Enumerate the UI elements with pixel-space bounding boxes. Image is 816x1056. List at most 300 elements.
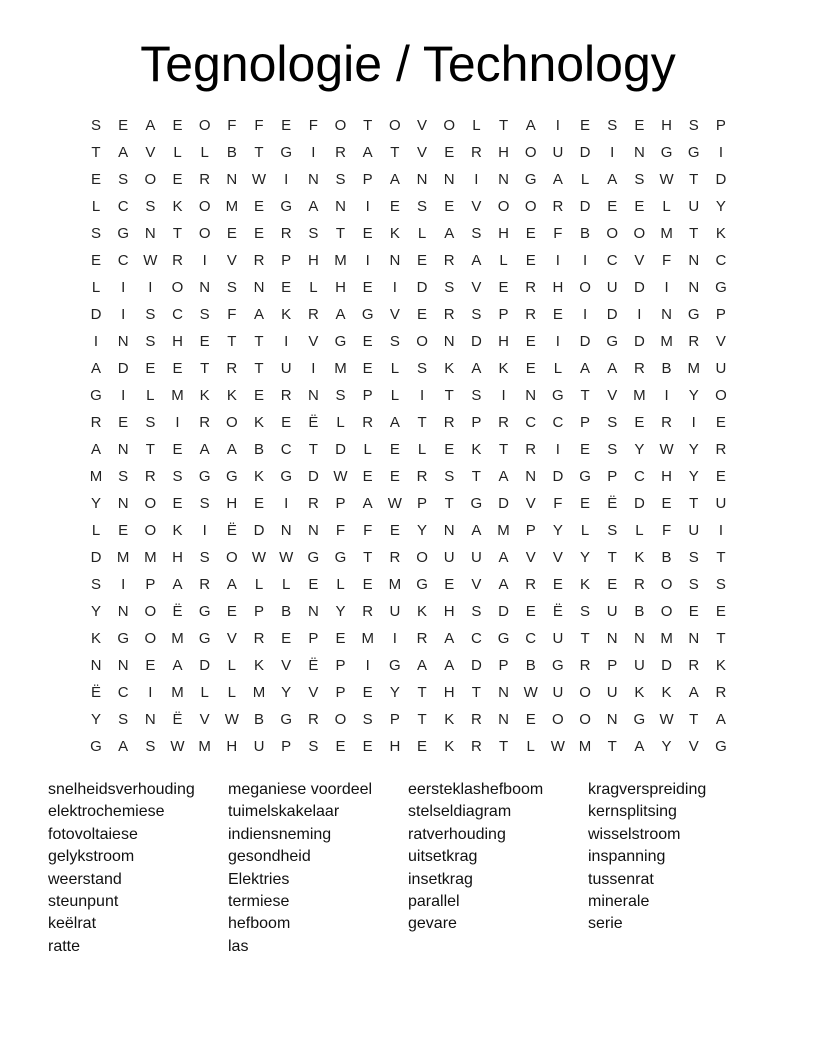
grid-letter: L (635, 522, 644, 539)
grid-letter: K (715, 225, 726, 242)
page-title: Tegnologie / Technology (140, 36, 676, 92)
grid-letter: L (146, 387, 155, 404)
grid-letter: K (661, 684, 672, 701)
grid-letter: N (144, 711, 156, 728)
grid-letter: E (145, 657, 156, 674)
grid-letter: I (555, 117, 560, 134)
grid-letter: R (525, 279, 537, 296)
grid-letter: G (334, 333, 347, 350)
grid-letter: I (93, 333, 99, 350)
grid-row (84, 382, 740, 409)
grid-letter: V (417, 117, 428, 134)
grid-letter: G (280, 198, 293, 215)
grid-letter: O (416, 549, 428, 566)
grid-letter: V (226, 630, 237, 647)
grid-letter: I (121, 306, 126, 323)
grid-letter: B (226, 144, 237, 161)
grid-letter: N (389, 252, 401, 269)
grid-letter: O (660, 576, 673, 593)
grid-letter: N (633, 144, 645, 161)
grid-letter: V (525, 495, 536, 512)
grid-letter: I (148, 684, 153, 701)
grid-letter: T (363, 117, 373, 134)
grid-letter: E (444, 144, 455, 161)
grid-letter: M (198, 738, 211, 755)
grid-letter: K (580, 576, 591, 593)
grid-letter: A (362, 144, 373, 161)
grid-letter: O (144, 522, 157, 539)
word-list-item: tuimelskakelaar (228, 803, 340, 821)
grid-letter: H (172, 333, 183, 350)
grid-letter: N (606, 630, 618, 647)
word-list-item: stelseldiagram (408, 803, 512, 821)
grid-letter: V (688, 738, 699, 755)
grid-letter: U (606, 684, 618, 701)
grid-letter: M (660, 630, 673, 647)
grid-letter: U (552, 144, 564, 161)
grid-letter: L (200, 684, 209, 701)
grid-letter: I (664, 279, 669, 296)
grid-letter: S (199, 549, 210, 566)
grid-letter: O (416, 333, 428, 350)
grid-letter: I (284, 171, 289, 188)
grid-letter: E (444, 576, 455, 593)
grid-row (84, 409, 740, 436)
grid-letter: P (335, 495, 346, 512)
grid-letter: E (661, 495, 672, 512)
grid-letter: E (226, 603, 237, 620)
grid-letter: F (363, 522, 373, 539)
grid-letter: S (362, 711, 373, 728)
grid-letter: T (689, 225, 699, 242)
grid-letter: V (226, 252, 237, 269)
grid-letter: S (335, 387, 346, 404)
grid-letter: K (199, 387, 210, 404)
grid-letter: M (144, 549, 157, 566)
grid-letter: O (579, 279, 591, 296)
grid-letter: N (226, 171, 238, 188)
grid-letter: G (552, 657, 564, 674)
grid-letter: Ë (552, 603, 563, 620)
grid-letter: H (498, 225, 509, 242)
grid-letter: K (172, 522, 183, 539)
grid-letter: E (688, 603, 699, 620)
grid-letter: A (498, 576, 509, 593)
grid-letter: R (525, 306, 537, 323)
grid-letter: R (525, 576, 537, 593)
grid-letter: M (171, 684, 184, 701)
grid-letter: U (280, 360, 292, 377)
grid-letter: V (389, 306, 400, 323)
grid-letter: N (443, 522, 455, 539)
grid-letter: U (715, 360, 727, 377)
grid-letter: A (715, 711, 726, 728)
grid-letter: K (498, 360, 509, 377)
grid-letter: E (362, 333, 373, 350)
grid-row (84, 679, 740, 706)
grid-letter: R (470, 738, 482, 755)
grid-row (84, 490, 740, 517)
grid-letter: U (552, 630, 564, 647)
grid-letter: I (365, 657, 370, 674)
grid-letter: N (307, 603, 319, 620)
grid-letter: R (715, 441, 727, 458)
grid-letter: B (254, 711, 265, 728)
grid-letter: R (199, 576, 211, 593)
grid-letter: A (498, 549, 509, 566)
grid-letter: K (254, 414, 265, 431)
grid-letter: G (579, 468, 591, 485)
grid-letter: R (633, 360, 645, 377)
grid-letter: F (661, 252, 672, 269)
grid-letter: E (417, 306, 428, 323)
grid-letter: N (633, 630, 645, 647)
grid-letter: N (498, 684, 509, 701)
grid-letter: N (253, 279, 265, 296)
grid-letter: O (524, 198, 537, 215)
grid-letter: A (226, 441, 237, 458)
grid-letter: I (501, 387, 506, 404)
grid-letter: S (145, 414, 156, 431)
grid-letter: R (443, 306, 455, 323)
word-list (48, 779, 768, 959)
grid-letter: T (471, 684, 481, 701)
grid-letter: L (553, 360, 563, 377)
grid-letter: T (498, 441, 509, 458)
grid-letter: I (121, 279, 126, 296)
grid-letter: I (419, 387, 425, 404)
grid-letter: O (226, 414, 238, 431)
grid-letter: A (525, 117, 536, 134)
grid-letter: O (334, 711, 347, 728)
grid-letter: V (607, 387, 618, 404)
grid-letter: C (117, 252, 129, 269)
grid-letter: K (254, 657, 265, 674)
grid-letter: E (172, 441, 183, 458)
grid-letter: T (308, 441, 318, 458)
word-list-column (228, 779, 408, 958)
grid-letter: E (172, 495, 183, 512)
grid-letter: L (499, 252, 508, 269)
grid-letter: V (471, 279, 482, 296)
grid-letter: N (307, 387, 319, 404)
grid-letter: C (117, 198, 129, 215)
grid-letter: R (688, 333, 700, 350)
grid-letter: E (389, 468, 400, 485)
grid-letter: T (607, 738, 617, 755)
word-list-column (408, 779, 588, 936)
grid-letter: K (90, 630, 101, 647)
grid-letter: E (199, 333, 210, 350)
grid-letter: P (580, 414, 591, 431)
grid-letter: Ë (172, 711, 183, 728)
grid-letter: H (661, 468, 672, 485)
grid-letter: K (444, 738, 455, 755)
grid-letter: D (606, 306, 618, 323)
grid-letter: D (715, 171, 727, 188)
grid-letter: E (281, 279, 292, 296)
grid-letter: A (389, 171, 400, 188)
grid-letter: T (145, 441, 155, 458)
grid-letter: V (199, 711, 210, 728)
word-list-item: fotovoltaiese (48, 825, 138, 843)
grid-letter: O (198, 117, 211, 134)
grid-letter: S (145, 306, 156, 323)
grid-letter: E (389, 198, 400, 215)
grid-letter: N (498, 171, 509, 188)
grid-letter: R (498, 414, 509, 431)
word-list-item: uitsetkrag (408, 848, 478, 866)
grid-letter: R (307, 711, 319, 728)
grid-letter: N (443, 333, 455, 350)
grid-letter: S (444, 468, 455, 485)
grid-letter: T (444, 495, 454, 512)
grid-row (84, 112, 740, 139)
grid-row (84, 436, 740, 463)
grid-letter: O (524, 144, 537, 161)
grid-letter: N (688, 279, 700, 296)
grid-letter: W (387, 495, 402, 512)
grid-letter: E (90, 252, 101, 269)
grid-letter: E (362, 225, 373, 242)
grid-letter: E (254, 495, 265, 512)
grid-letter: O (552, 711, 564, 728)
grid-letter: W (170, 738, 185, 755)
grid-letter: E (118, 522, 129, 539)
grid-letter: T (607, 549, 617, 566)
grid-letter: A (444, 657, 455, 674)
grid-letter: R (362, 414, 374, 431)
grid-letter: M (497, 522, 510, 539)
grid-letter: N (335, 198, 346, 215)
grid-letter: E (580, 495, 591, 512)
grid-letter: G (280, 468, 293, 485)
grid-letter: N (117, 603, 129, 620)
grid-letter: R (389, 549, 401, 566)
grid-letter: C (525, 414, 537, 431)
word-list-item: las (228, 937, 249, 955)
word-list-item: serie (588, 915, 623, 933)
grid-letter: G (117, 630, 129, 647)
grid-letter: P (498, 657, 509, 674)
grid-letter: L (580, 522, 590, 539)
grid-letter: S (471, 225, 482, 242)
word-list-item: steunpunt (48, 893, 119, 911)
word-list-item: ratverhouding (408, 825, 506, 843)
grid-letter: E (634, 117, 645, 134)
grid-letter: R (715, 684, 727, 701)
grid-letter: K (444, 360, 455, 377)
grid-row (84, 355, 740, 382)
grid-row (84, 166, 740, 193)
grid-letter: V (145, 144, 156, 161)
word-list-item: termiese (228, 893, 290, 911)
grid-letter: A (118, 144, 129, 161)
grid-letter: Y (580, 549, 591, 566)
grid-letter: S (90, 117, 101, 134)
word-list-item: indiensneming (228, 825, 332, 843)
word-list-item: tussenrat (588, 870, 654, 888)
grid-row (84, 220, 740, 247)
grid-letter: E (362, 468, 373, 485)
grid-letter: N (117, 441, 129, 458)
word-list-item: elektrochemiese (48, 803, 165, 821)
grid-letter: B (281, 603, 292, 620)
word-list-column (588, 779, 768, 936)
grid-letter: A (145, 117, 156, 134)
grid-letter: O (579, 711, 591, 728)
grid-letter: D (253, 522, 265, 539)
grid-letter: H (443, 603, 455, 620)
grid-letter: U (633, 657, 645, 674)
grid-letter: K (281, 306, 292, 323)
grid-letter: S (715, 576, 726, 593)
grid-letter: O (144, 171, 157, 188)
grid-letter: T (580, 387, 590, 404)
grid-letter: E (362, 279, 373, 296)
grid-letter: V (525, 549, 536, 566)
grid-letter: C (470, 630, 482, 647)
grid-letter: E (715, 603, 726, 620)
grid-letter: V (552, 549, 563, 566)
grid-row (84, 706, 740, 733)
grid-letter: R (280, 387, 292, 404)
grid-letter: D (498, 495, 509, 512)
grid-letter: N (443, 171, 455, 188)
grid-letter: Y (281, 684, 292, 701)
grid-letter: R (688, 657, 700, 674)
grid-letter: M (252, 684, 266, 701)
grid-letter: R (307, 306, 319, 323)
grid-letter: P (389, 711, 400, 728)
grid-letter: O (633, 225, 646, 242)
grid-letter: I (311, 360, 316, 377)
grid-letter: D (661, 657, 672, 674)
grid-letter: R (470, 144, 482, 161)
grid-letter: I (718, 522, 723, 539)
grid-letter: G (198, 468, 211, 485)
grid-letter: T (498, 738, 509, 755)
grid-row (84, 247, 740, 274)
grid-letter: R (199, 171, 211, 188)
grid-letter: D (633, 495, 645, 512)
grid-letter: S (417, 360, 428, 377)
grid-letter: L (417, 441, 427, 458)
grid-letter: E (145, 360, 156, 377)
grid-letter: E (308, 576, 319, 593)
grid-letter: T (498, 117, 509, 134)
grid-letter: I (121, 387, 126, 404)
grid-letter: E (444, 198, 455, 215)
grid-letter: G (280, 711, 293, 728)
grid-row (84, 193, 740, 220)
grid-letter: S (226, 279, 237, 296)
grid-letter: L (390, 360, 400, 377)
grid-letter: R (633, 576, 645, 593)
grid-letter: G (715, 279, 727, 296)
grid-letter: E (172, 360, 183, 377)
grid-letter: V (715, 333, 726, 350)
grid-letter: R (470, 711, 482, 728)
grid-letter: E (525, 603, 536, 620)
grid-letter: G (198, 630, 211, 647)
grid-letter: E (525, 225, 536, 242)
grid-letter: P (715, 117, 726, 134)
grid-letter: S (172, 468, 183, 485)
grid-letter: S (118, 711, 129, 728)
grid-row (84, 301, 740, 328)
grid-letter: T (689, 171, 699, 188)
grid-letter: R (280, 225, 292, 242)
grid-letter: E (254, 198, 265, 215)
grid-letter: F (553, 225, 563, 242)
grid-letter: Y (715, 198, 726, 215)
grid-letter: E (118, 117, 129, 134)
grid-letter: D (335, 441, 346, 458)
grid-letter: P (362, 387, 373, 404)
grid-letter: Y (688, 468, 699, 485)
grid-letter: L (227, 684, 237, 701)
grid-letter: I (555, 333, 560, 350)
grid-letter: R (362, 603, 374, 620)
grid-letter: N (661, 306, 672, 323)
grid-letter: B (661, 549, 672, 566)
grid-letter: A (308, 198, 319, 215)
grid-letter: S (145, 198, 156, 215)
grid-letter: G (90, 387, 102, 404)
grid-letter: P (335, 657, 346, 674)
grid-letter: T (254, 333, 264, 350)
grid-letter: G (280, 144, 293, 161)
grid-row (84, 463, 740, 490)
grid-letter: T (227, 333, 237, 350)
grid-letter: D (117, 360, 129, 377)
grid-letter: I (691, 414, 696, 431)
grid-letter: O (144, 603, 157, 620)
grid-letter: T (200, 360, 210, 377)
grid-letter: R (416, 468, 428, 485)
grid-letter: M (687, 360, 700, 377)
grid-letter: N (280, 522, 292, 539)
grid-letter: I (664, 387, 669, 404)
grid-letter: A (226, 576, 237, 593)
grid-letter: K (444, 711, 455, 728)
grid-letter: E (715, 468, 726, 485)
grid-letter: T (172, 225, 183, 242)
grid-letter: Y (90, 603, 101, 620)
grid-letter: D (199, 657, 211, 674)
grid-letter: N (199, 279, 211, 296)
grid-letter: D (633, 333, 645, 350)
grid-letter: N (117, 657, 129, 674)
grid-letter: O (497, 198, 510, 215)
grid-letter: T (335, 225, 346, 242)
grid-letter: E (335, 738, 346, 755)
grid-letter: S (471, 387, 482, 404)
grid-letter: I (637, 306, 642, 323)
grid-letter: T (91, 144, 101, 161)
grid-letter: G (715, 738, 727, 755)
grid-letter: O (334, 117, 347, 134)
grid-letter: D (579, 144, 591, 161)
grid-letter: S (389, 333, 400, 350)
grid-letter: L (91, 279, 101, 296)
grid-letter: C (117, 684, 129, 701)
grid-letter: G (361, 306, 374, 323)
grid-letter: C (715, 252, 727, 269)
grid-letter: R (226, 360, 238, 377)
grid-letter: L (390, 387, 400, 404)
